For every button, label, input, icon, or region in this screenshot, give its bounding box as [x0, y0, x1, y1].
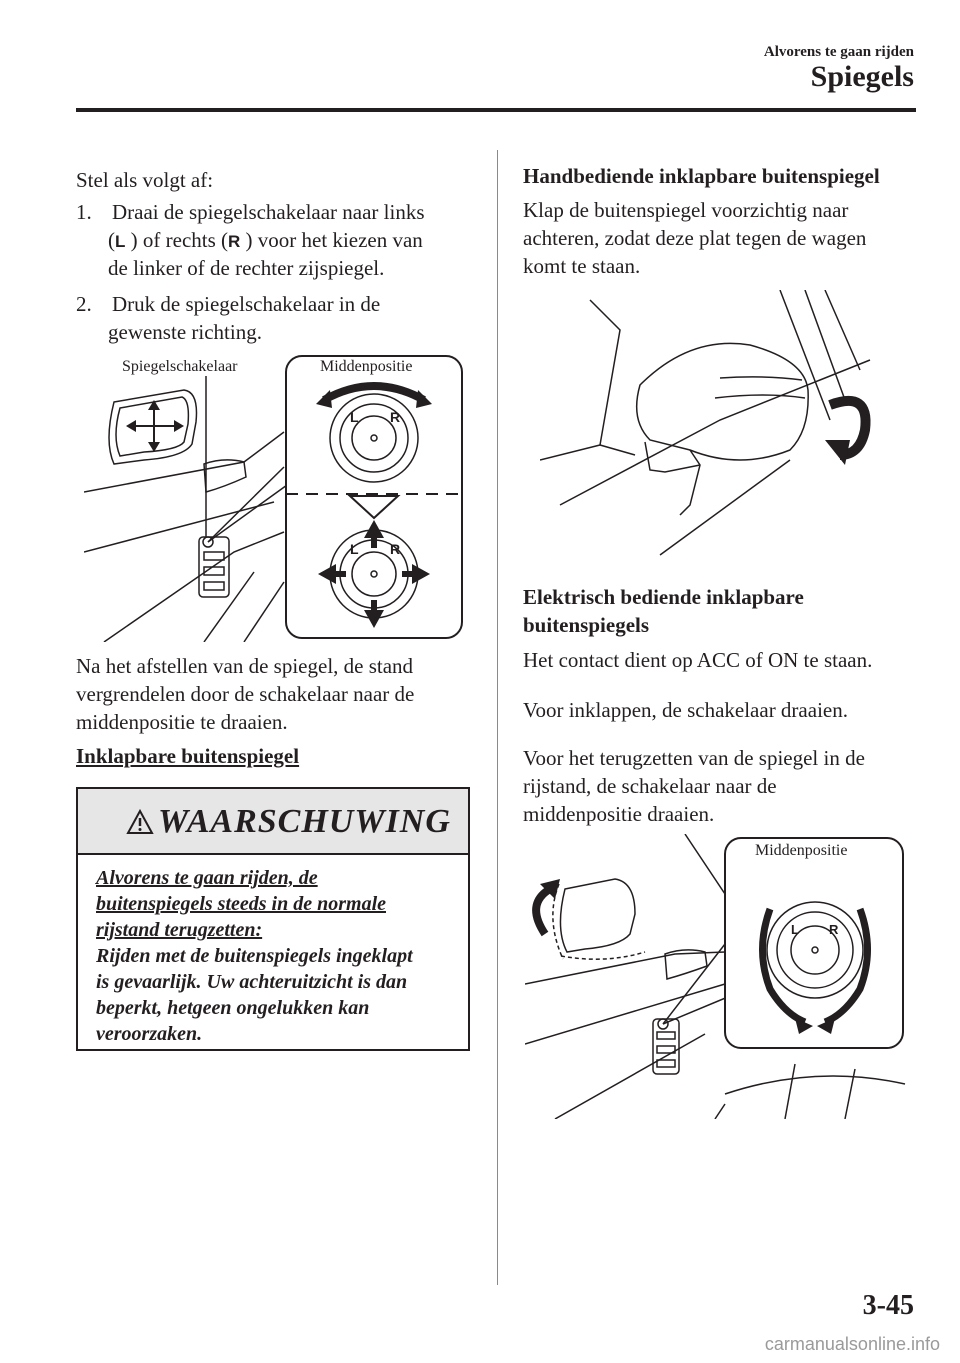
warning-line-2: buitenspiegels steeds in de normale — [96, 893, 386, 915]
intro-text: Stel als volgt af: — [76, 168, 214, 192]
warning-line-1: Alvorens te gaan rijden, de — [96, 867, 318, 889]
warning-header — [78, 789, 468, 855]
svg-text:L: L — [350, 409, 359, 425]
label-middenpositie-2: Middenpositie — [755, 842, 848, 859]
p1-line-2: achteren, zodat deze plat tegen de wagen — [523, 226, 867, 250]
step-1-line-1: Draai de spiegelschakelaar naar links — [112, 200, 425, 224]
warning-line-5: is gevaarlijk. Uw achteruitzicht is dan — [96, 971, 408, 993]
heading-elektrisch-1: Elektrisch bediende inklapbare — [523, 585, 804, 609]
svg-text:R: R — [390, 541, 401, 557]
key-r-icon: R — [228, 232, 241, 251]
p1-line-3: komt te staan. — [523, 254, 641, 278]
warning-box — [76, 787, 470, 1051]
footer-watermark: carmanualsonline.info — [764, 1334, 940, 1354]
warning-line-7: veroorzaken. — [96, 1023, 203, 1045]
svg-text:R: R — [829, 922, 839, 937]
page-number: 3-45 — [862, 1290, 914, 1321]
warning-triangle-icon — [126, 809, 154, 835]
p2-text: Het contact dient op ACC of ON te staan. — [523, 648, 873, 672]
svg-text:L: L — [350, 541, 359, 557]
figure-electric-fold — [525, 834, 910, 1119]
p1-line-1: Klap de buitenspiegel voorzichtig naar — [523, 198, 849, 222]
svg-text:L: L — [791, 922, 799, 937]
step-2-number: 2. — [76, 292, 92, 316]
svg-text:R: R — [390, 409, 401, 425]
warning-body — [96, 865, 456, 1047]
heading-elektrisch-2: buitenspiegels — [523, 613, 650, 637]
figure-manual-fold — [540, 290, 880, 560]
chapter-title: Alvorens te gaan rijden — [763, 44, 914, 60]
header-rule — [76, 108, 916, 112]
after-line-1: Na het afstellen van de spiegel, de stand — [76, 654, 414, 678]
warning-title: WAARSCHUWING — [158, 803, 451, 840]
p4-line-3: middenpositie draaien. — [523, 802, 715, 826]
figure-mirror-switch — [84, 352, 466, 642]
after-line-3: middenpositie te draaien. — [76, 710, 288, 734]
p3-text: Voor inklappen, de schakelaar draaien. — [523, 698, 848, 722]
step-1-number: 1. — [76, 200, 92, 224]
warning-line-4: Rijden met de buitenspiegels ingeklapt — [96, 945, 413, 967]
step-2-line-2: gewenste richting. — [108, 320, 262, 344]
p4-line-2: rijstand, de schakelaar naar de — [523, 774, 777, 798]
subheading-inklapbare: Inklapbare buitenspiegel — [76, 744, 300, 768]
p4-line-1: Voor het terugzetten van de spiegel in de — [523, 746, 865, 770]
warning-line-6: beperkt, hetgeen ongelukken kan — [96, 997, 370, 1019]
label-spiegelschakelaar: Spiegelschakelaar — [122, 358, 238, 375]
key-l-icon: L — [115, 232, 126, 251]
warning-line-3: rijstand terugzetten: — [96, 919, 263, 941]
after-line-2: vergrendelen door de schakelaar naar de — [76, 682, 415, 706]
column-divider — [497, 150, 498, 1285]
label-middenpositie-1: Middenpositie — [320, 358, 413, 375]
section-title: Spiegels — [810, 60, 914, 93]
step-1-line-2: (L ) of rechts (R ) voor het kiezen van — [108, 226, 423, 256]
heading-handbediende: Handbediende inklapbare buitenspiegel — [523, 164, 880, 188]
step-1-line-3: de linker of de rechter zijspiegel. — [108, 256, 385, 280]
step-2-line-1: Druk de spiegelschakelaar in de — [112, 292, 381, 316]
